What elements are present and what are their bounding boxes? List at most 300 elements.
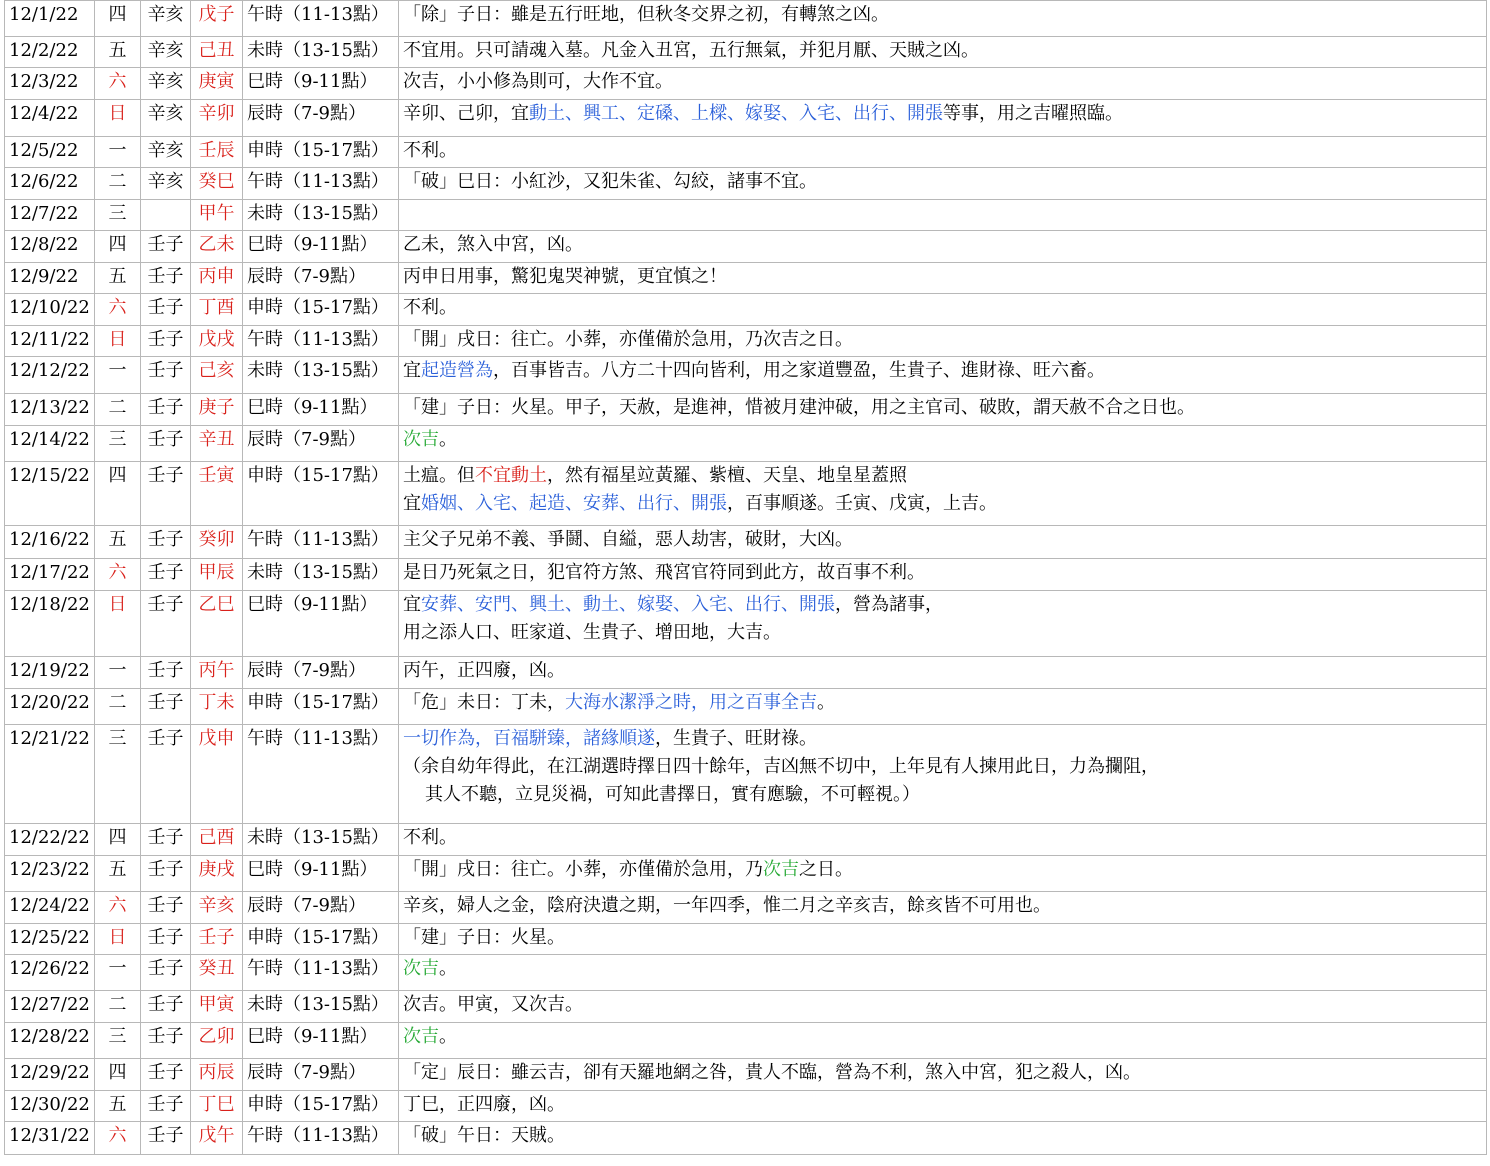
note-text: 「破」巳日：小紅沙，又犯朱雀、勾絞，諸事不宜。 [403,171,817,192]
table-row [5,892,1487,924]
note-cell [399,924,1487,955]
table-row [5,856,1487,892]
weekday-cell: 五 [95,526,141,559]
note-cell [399,955,1487,991]
note-text: （余自幼年得此，在江湖選時擇日四十餘年，吉凶無不切中，上年見有人揀用此日，力為攔阻， [403,756,1159,777]
auspicious-hour-cell: 午時（11-13點） [243,725,399,824]
note-highlight: 不宜動土 [475,465,547,486]
month-ganzhi-cell: 壬子 [141,824,191,856]
table-row [5,394,1487,426]
note-text: 丙午，正四廢，凶。 [403,660,565,681]
note-line [403,263,1482,291]
note-line [403,100,1482,128]
date-cell: 12/30/22 [5,1091,95,1122]
auspicious-hour-cell: 午時（11-13點） [243,1122,399,1155]
note-text: 不利。 [403,297,457,318]
month-ganzhi-cell: 辛亥 [141,137,191,168]
note-line [403,490,1482,518]
day-ganzhi-cell: 甲午 [191,200,243,231]
note-line [403,955,1482,983]
date-cell: 12/28/22 [5,1023,95,1059]
table-row [5,1,1487,37]
note-line [403,991,1482,1019]
date-cell: 12/18/22 [5,591,95,657]
note-text: 「建」子日：火星。甲子，天赦，是進神，惜被月建沖破，用之主官司、破敗，謂天赦不合之日也。 [403,397,1195,418]
day-ganzhi-cell: 壬寅 [191,462,243,526]
auspicious-hour-cell: 巳時（9-11點） [243,591,399,657]
day-ganzhi-cell: 甲辰 [191,559,243,591]
table-row [5,37,1487,68]
date-cell: 12/9/22 [5,263,95,294]
note-cell [399,326,1487,357]
weekday-cell: 四 [95,1059,141,1091]
auspicious-hour-cell: 申時（15-17點） [243,1091,399,1122]
auspicious-hour-cell: 巳時（9-11點） [243,231,399,263]
note-text: 。 [439,429,457,450]
table-row [5,824,1487,856]
note-highlight: 大海水潔淨之時，用之百事全吉 [565,692,817,713]
note-line [403,689,1482,717]
note-text: 「危」未日：丁未， [403,692,565,713]
note-line [403,1122,1482,1150]
note-text: 等事，用之吉曜照臨。 [943,103,1123,124]
auspicious-hour-cell: 未時（13-15點） [243,357,399,394]
day-ganzhi-cell: 辛丑 [191,426,243,462]
date-cell: 12/3/22 [5,68,95,100]
note-cell [399,462,1487,526]
weekday-cell: 日 [95,100,141,137]
day-ganzhi-cell: 甲寅 [191,991,243,1023]
month-ganzhi-cell: 壬子 [141,1122,191,1155]
note-text: ，營為諸事， [835,594,943,615]
note-line [403,526,1482,554]
date-cell: 12/4/22 [5,100,95,137]
note-highlight: 次吉 [403,958,439,979]
day-ganzhi-cell: 丙午 [191,657,243,689]
weekday-cell: 六 [95,294,141,326]
auspicious-hour-cell: 巳時（9-11點） [243,68,399,100]
weekday-cell: 二 [95,168,141,200]
weekday-cell: 六 [95,1122,141,1155]
weekday-cell: 二 [95,689,141,725]
month-ganzhi-cell: 壬子 [141,326,191,357]
auspicious-hour-cell: 申時（15-17點） [243,137,399,168]
month-ganzhi-cell: 壬子 [141,924,191,955]
note-text: ，然有福星竝黃羅、紫檀、天皇、地皇星蓋照 [547,465,907,486]
month-ganzhi-cell: 壬子 [141,955,191,991]
note-cell [399,892,1487,924]
note-text: 「破」午日：天賊。 [403,1125,565,1146]
table-row [5,462,1487,526]
auspicious-hour-cell: 巳時（9-11點） [243,856,399,892]
auspicious-hour-cell: 午時（11-13點） [243,1,399,37]
note-cell [399,68,1487,100]
weekday-cell: 四 [95,824,141,856]
date-cell: 12/19/22 [5,657,95,689]
note-text: 丁巳，正四廢，凶。 [403,1094,565,1115]
day-ganzhi-cell: 丁未 [191,689,243,725]
table-row [5,1059,1487,1091]
note-text: 次吉，小小修為則可，大作不宜。 [403,71,673,92]
note-line [403,168,1482,196]
date-cell: 12/13/22 [5,394,95,426]
note-highlight: 動土、興工、定磉、上樑、嫁娶、入宅、出行、開張 [529,103,943,124]
day-ganzhi-cell: 辛亥 [191,892,243,924]
note-text: 其人不聽，立見災禍，可知此書擇日，實有應驗，不可輕視。） [425,784,920,805]
note-text: 辛亥，婦人之金，陰府決遺之期，一年四季，惟二月之辛亥吉，餘亥皆不可用也。 [403,895,1051,916]
month-ganzhi-cell: 壬子 [141,991,191,1023]
month-ganzhi-cell: 壬子 [141,657,191,689]
weekday-cell: 一 [95,657,141,689]
note-line [403,892,1482,920]
date-cell: 12/14/22 [5,426,95,462]
note-cell [399,100,1487,137]
weekday-cell: 二 [95,394,141,426]
table-row [5,137,1487,168]
note-cell [399,294,1487,326]
month-ganzhi-cell: 壬子 [141,231,191,263]
month-ganzhi-cell: 壬子 [141,725,191,824]
month-ganzhi-cell: 壬子 [141,357,191,394]
note-text: 主父子兄弟不義、爭鬪、自縊，惡人劫害，破財，大凶。 [403,529,853,550]
day-ganzhi-cell: 癸卯 [191,526,243,559]
weekday-cell: 四 [95,231,141,263]
table-row [5,559,1487,591]
note-cell [399,231,1487,263]
note-text: 宜 [403,493,421,514]
weekday-cell: 五 [95,263,141,294]
note-text: ，百事順遂。壬寅、戊寅，上吉。 [727,493,997,514]
month-ganzhi-cell: 辛亥 [141,100,191,137]
table-row [5,924,1487,955]
day-ganzhi-cell: 丁酉 [191,294,243,326]
weekday-cell: 五 [95,1091,141,1122]
month-ganzhi-cell: 壬子 [141,892,191,924]
note-text: 用之添人口、旺家道、生貴子、增田地，大吉。 [403,622,781,643]
note-line [403,753,1482,781]
auspicious-hour-cell: 未時（13-15點） [243,200,399,231]
date-cell: 12/6/22 [5,168,95,200]
table-row [5,231,1487,263]
day-ganzhi-cell: 丁巳 [191,1091,243,1122]
note-line [403,856,1482,884]
day-ganzhi-cell: 癸巳 [191,168,243,200]
auspicious-hour-cell: 巳時（9-11點） [243,394,399,426]
date-cell: 12/15/22 [5,462,95,526]
table-row [5,68,1487,100]
date-cell: 12/1/22 [5,1,95,37]
table-row [5,263,1487,294]
note-line [403,1059,1482,1087]
note-text: 宜 [403,360,421,381]
note-text: 辛卯、己卯，宜 [403,103,529,124]
month-ganzhi-cell: 壬子 [141,394,191,426]
weekday-cell: 一 [95,955,141,991]
date-cell: 12/24/22 [5,892,95,924]
table-row [5,326,1487,357]
table-row [5,1122,1487,1155]
day-ganzhi-cell: 乙未 [191,231,243,263]
note-highlight: 起造營為 [421,360,493,381]
day-ganzhi-cell: 壬辰 [191,137,243,168]
day-ganzhi-cell: 辛卯 [191,100,243,137]
note-text: 。 [439,958,457,979]
day-ganzhi-cell: 乙卯 [191,1023,243,1059]
table-row [5,591,1487,657]
table-row [5,168,1487,200]
weekday-cell: 二 [95,991,141,1023]
date-cell: 12/29/22 [5,1059,95,1091]
almanac-table [4,0,1487,1155]
date-cell: 12/7/22 [5,200,95,231]
note-highlight: 次吉 [403,429,439,450]
note-cell [399,1122,1487,1155]
date-cell: 12/16/22 [5,526,95,559]
note-line [403,137,1482,165]
note-highlight: 次吉 [403,1026,439,1047]
note-line [403,357,1482,385]
day-ganzhi-cell: 丙辰 [191,1059,243,1091]
note-cell [399,991,1487,1023]
month-ganzhi-cell: 壬子 [141,559,191,591]
note-cell [399,394,1487,426]
note-text: 次吉。甲寅，又次吉。 [403,994,583,1015]
auspicious-hour-cell: 午時（11-13點） [243,526,399,559]
auspicious-hour-cell: 辰時（7-9點） [243,100,399,137]
auspicious-hour-cell: 辰時（7-9點） [243,892,399,924]
note-text: ，生貴子、旺財祿。 [655,728,817,749]
note-highlight: 一切作為，百福駢臻，諸緣順遂 [403,728,655,749]
note-cell [399,1,1487,37]
note-line [403,231,1482,259]
date-cell: 12/8/22 [5,231,95,263]
day-ganzhi-cell: 戊申 [191,725,243,824]
note-text: 「建」子日：火星。 [403,927,565,948]
note-cell [399,591,1487,657]
table-row [5,725,1487,824]
month-ganzhi-cell: 辛亥 [141,168,191,200]
month-ganzhi-cell: 壬子 [141,856,191,892]
date-cell: 12/31/22 [5,1122,95,1155]
note-text: 之日。 [799,859,853,880]
weekday-cell: 三 [95,426,141,462]
note-cell [399,689,1487,725]
note-line [403,394,1482,422]
day-ganzhi-cell: 戊午 [191,1122,243,1155]
date-cell: 12/2/22 [5,37,95,68]
day-ganzhi-cell: 庚子 [191,394,243,426]
note-cell [399,200,1487,231]
table-row [5,357,1487,394]
note-line [403,725,1482,753]
day-ganzhi-cell: 癸丑 [191,955,243,991]
auspicious-hour-cell: 辰時（7-9點） [243,426,399,462]
table-row [5,1023,1487,1059]
weekday-cell: 四 [95,1,141,37]
note-text: 不利。 [403,827,457,848]
table-row [5,526,1487,559]
date-cell: 12/11/22 [5,326,95,357]
month-ganzhi-cell: 壬子 [141,426,191,462]
auspicious-hour-cell: 午時（11-13點） [243,326,399,357]
note-cell [399,1059,1487,1091]
day-ganzhi-cell: 庚寅 [191,68,243,100]
weekday-cell: 六 [95,68,141,100]
weekday-cell: 日 [95,326,141,357]
auspicious-hour-cell: 申時（15-17點） [243,462,399,526]
table-row [5,1091,1487,1122]
month-ganzhi-cell: 壬子 [141,526,191,559]
date-cell: 12/5/22 [5,137,95,168]
note-text: 丙申日用事，驚犯鬼哭神號，更宜慎之！ [403,266,727,287]
weekday-cell: 三 [95,1023,141,1059]
auspicious-hour-cell: 午時（11-13點） [243,955,399,991]
day-ganzhi-cell: 己亥 [191,357,243,394]
weekday-cell: 六 [95,559,141,591]
note-highlight: 安葬、安門、興土、動土、嫁娶、入宅、出行、開張 [421,594,835,615]
day-ganzhi-cell: 戊戌 [191,326,243,357]
date-cell: 12/17/22 [5,559,95,591]
note-line [403,37,1482,65]
note-text: 「開」戌日：往亡。小葬，亦僅備於急用，乃 [403,859,763,880]
note-text: 「定」辰日：雖云吉，卻有天羅地網之咎，貴人不臨，營為不利，煞入中宮，犯之殺人，凶。 [403,1062,1141,1083]
auspicious-hour-cell: 未時（13-15點） [243,991,399,1023]
note-line [403,1091,1482,1119]
weekday-cell: 一 [95,137,141,168]
weekday-cell: 三 [95,200,141,231]
note-text: 不宜用。只可請魂入墓。凡金入丑宮，五行無氣，并犯月厭、天賊之凶。 [403,40,979,61]
day-ganzhi-cell: 乙巳 [191,591,243,657]
note-line [403,781,1482,809]
note-line [403,326,1482,354]
date-cell: 12/22/22 [5,824,95,856]
note-cell [399,37,1487,68]
month-ganzhi-cell: 壬子 [141,689,191,725]
note-line [403,426,1482,454]
note-line [403,294,1482,322]
note-line [403,462,1482,490]
note-line [403,924,1482,952]
weekday-cell: 日 [95,924,141,955]
note-cell [399,657,1487,689]
auspicious-hour-cell: 辰時（7-9點） [243,657,399,689]
note-text: 是日乃死氣之日，犯官符方煞、飛宮官符同到此方，故百事不利。 [403,562,925,583]
note-cell [399,526,1487,559]
day-ganzhi-cell: 己酉 [191,824,243,856]
date-cell: 12/23/22 [5,856,95,892]
weekday-cell: 日 [95,591,141,657]
note-text: 乙未，煞入中宮，凶。 [403,234,583,255]
note-line [403,559,1482,587]
day-ganzhi-cell: 己丑 [191,37,243,68]
note-cell [399,1023,1487,1059]
note-text: 不利。 [403,140,457,161]
note-text: 宜 [403,594,421,615]
note-line [403,68,1482,96]
month-ganzhi-cell: 壬子 [141,263,191,294]
note-text: 「開」戌日：往亡。小葬，亦僅備於急用，乃次吉之日。 [403,329,853,350]
auspicious-hour-cell: 辰時（7-9點） [243,263,399,294]
table-row [5,657,1487,689]
auspicious-hour-cell: 未時（13-15點） [243,824,399,856]
note-cell [399,168,1487,200]
month-ganzhi-cell: 壬子 [141,1059,191,1091]
day-ganzhi-cell: 庚戌 [191,856,243,892]
auspicious-hour-cell: 申時（15-17點） [243,294,399,326]
table-row [5,200,1487,231]
auspicious-hour-cell: 申時（15-17點） [243,924,399,955]
auspicious-hour-cell: 午時（11-13點） [243,168,399,200]
table-row [5,100,1487,137]
note-cell [399,426,1487,462]
day-ganzhi-cell: 丙申 [191,263,243,294]
almanac-rows [5,1,1487,1155]
month-ganzhi-cell [141,200,191,231]
table-row [5,689,1487,725]
date-cell: 12/25/22 [5,924,95,955]
date-cell: 12/27/22 [5,991,95,1023]
table-row [5,294,1487,326]
note-text: ，百事皆吉。八方二十四向皆利，用之家道豐盈，生貴子、進財祿、旺六畜。 [493,360,1105,381]
month-ganzhi-cell: 辛亥 [141,68,191,100]
weekday-cell: 三 [95,725,141,824]
note-line [403,591,1482,619]
month-ganzhi-cell: 壬子 [141,294,191,326]
note-line [403,1,1482,29]
auspicious-hour-cell: 辰時（7-9點） [243,1059,399,1091]
note-line [403,619,1482,647]
month-ganzhi-cell: 辛亥 [141,37,191,68]
note-cell [399,725,1487,824]
date-cell: 12/20/22 [5,689,95,725]
note-cell [399,1091,1487,1122]
note-highlight: 次吉 [763,859,799,880]
table-row [5,426,1487,462]
date-cell: 12/12/22 [5,357,95,394]
auspicious-hour-cell: 巳時（9-11點） [243,1023,399,1059]
auspicious-hour-cell: 未時（13-15點） [243,37,399,68]
weekday-cell: 五 [95,37,141,68]
weekday-cell: 六 [95,892,141,924]
table-row [5,955,1487,991]
note-cell [399,357,1487,394]
auspicious-hour-cell: 未時（13-15點） [243,559,399,591]
weekday-cell: 一 [95,357,141,394]
note-line [403,657,1482,685]
date-cell: 12/26/22 [5,955,95,991]
date-cell: 12/10/22 [5,294,95,326]
month-ganzhi-cell: 壬子 [141,1091,191,1122]
weekday-cell: 四 [95,462,141,526]
note-cell [399,137,1487,168]
auspicious-hour-cell: 申時（15-17點） [243,689,399,725]
table-row [5,991,1487,1023]
note-line [403,1023,1482,1051]
weekday-cell: 五 [95,856,141,892]
month-ganzhi-cell: 壬子 [141,591,191,657]
note-cell [399,856,1487,892]
month-ganzhi-cell: 壬子 [141,462,191,526]
note-cell [399,263,1487,294]
note-text: 「除」子日：雖是五行旺地，但秋冬交界之初，有轉煞之凶。 [403,4,889,25]
month-ganzhi-cell: 壬子 [141,1023,191,1059]
day-ganzhi-cell: 壬子 [191,924,243,955]
note-line [403,824,1482,852]
note-highlight: 婚姻、入宅、起造、安葬、出行、開張 [421,493,727,514]
note-text: 。 [817,692,835,713]
date-cell: 12/21/22 [5,725,95,824]
note-cell [399,559,1487,591]
